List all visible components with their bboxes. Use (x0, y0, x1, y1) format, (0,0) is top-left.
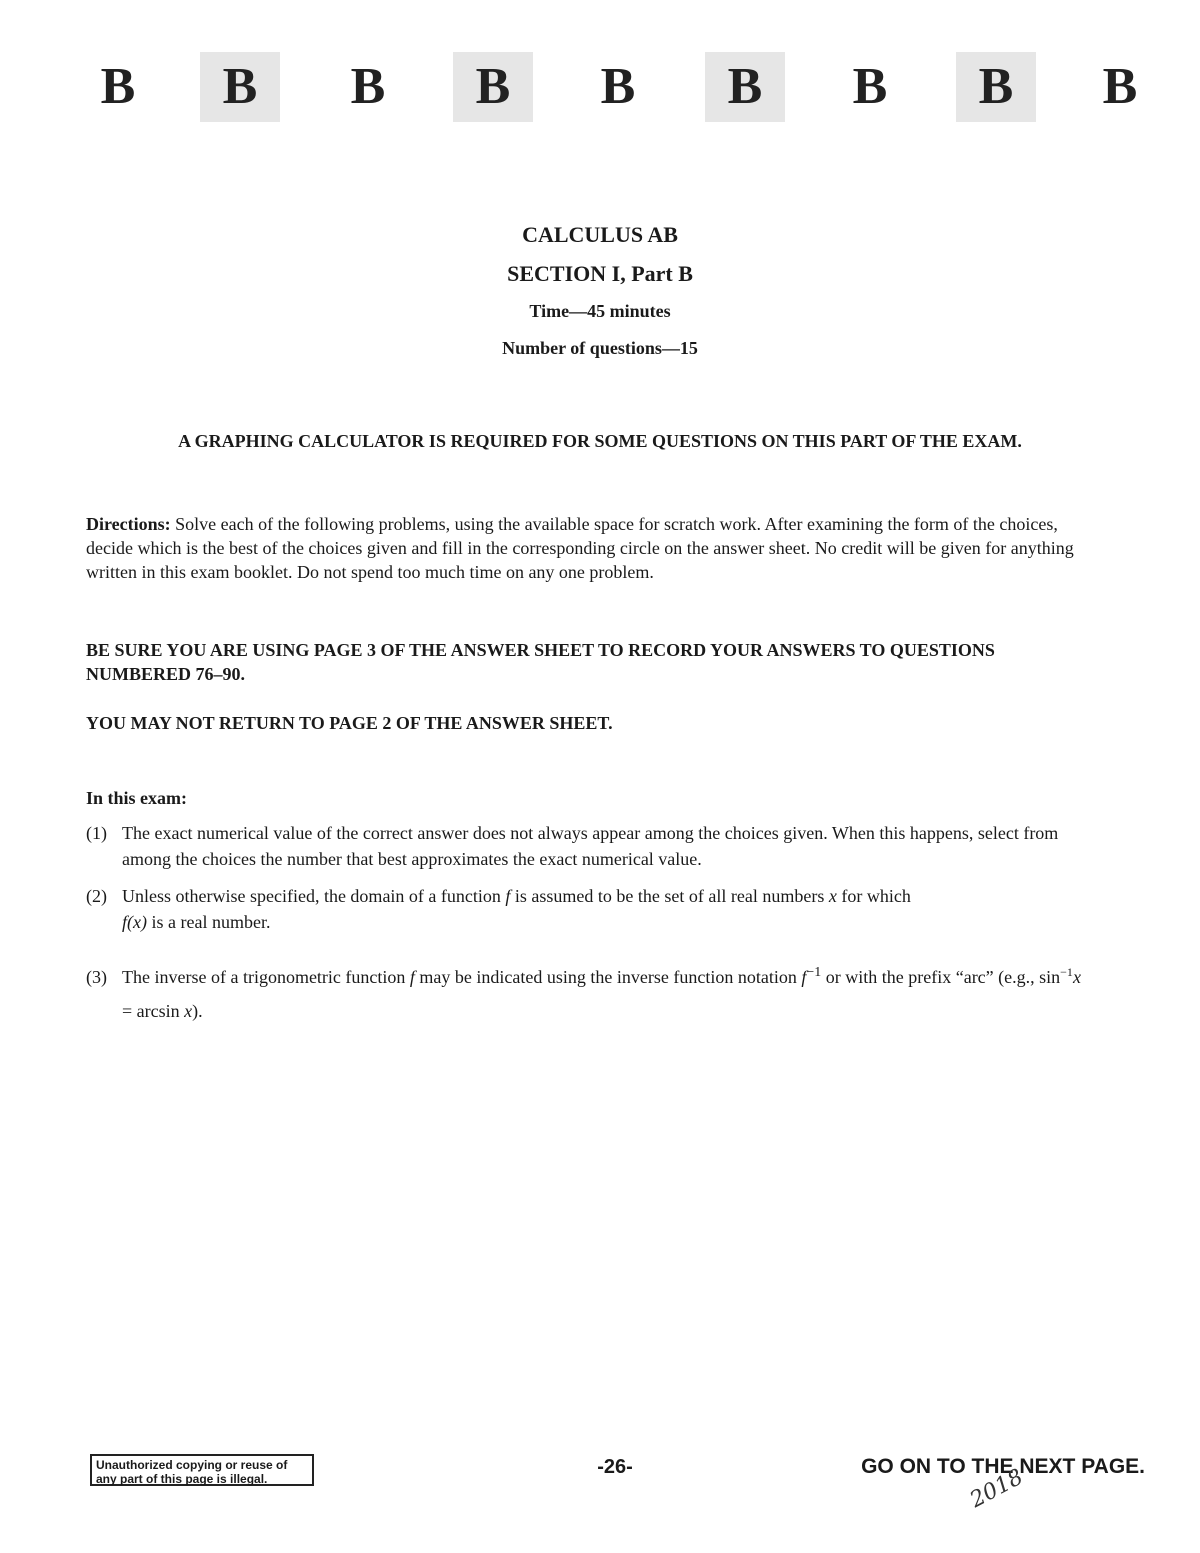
math-f: f (505, 886, 511, 906)
note-text: Unless otherwise specified, the domain of a function f is assumed to be the set of all real numbers x for which f(x) is a real number. (122, 886, 911, 932)
page-number: -26- (597, 1456, 633, 1478)
math-x: x (1072, 967, 1081, 987)
note-text: The inverse of a trigonometric function f may be indicated using the inverse function notation $f^{-1}$ or with the prefix “arc” (e.g., $\sin^{-1}x = \arcsin x$). (122, 965, 1081, 1021)
section-header (0, 220, 1200, 361)
banner-letter: B (705, 52, 785, 122)
copyright-line: Unauthorized copying or reuse of (96, 1458, 288, 1472)
copyright-notice (90, 1454, 314, 1486)
banner-letter: B (453, 52, 533, 122)
math-exponent: −1 (1060, 965, 1073, 979)
copyright-line: any part of this page is illegal. (96, 1472, 268, 1486)
answer-sheet-notice: BE SURE YOU ARE USING PAGE 3 OF THE ANSWER SHEET TO RECORD YOUR ANSWERS TO QUESTIONS NUMBERED 76–90. (86, 640, 995, 684)
banner-letter: B (852, 58, 888, 115)
directions-paragraph (86, 512, 1086, 584)
banner-letter: B (956, 52, 1036, 122)
exam-notes-heading: In this exam: (86, 788, 188, 808)
return-notice: YOU MAY NOT RETURN TO PAGE 2 OF THE ANSWER SHEET. (86, 713, 613, 733)
banner-letter: B (1102, 58, 1138, 115)
banner-letter: B (200, 52, 280, 122)
math-x: x (828, 886, 837, 906)
directions-lead: Directions: (86, 514, 171, 534)
question-count: Number of questions—15 (502, 338, 698, 358)
handwritten-note: 2018 (966, 1464, 1028, 1513)
go-on-notice: GO ON TO THE NEXT PAGE. (861, 1455, 1145, 1478)
math-f: f (409, 967, 415, 987)
section-title: SECTION I, Part B (507, 261, 693, 286)
exam-title: CALCULUS AB (522, 222, 678, 247)
note-text: The exact numerical value of the correct answer does not always appear among the choices given. When this happens, select from among the choices the number that best approximates the exact numerical value. (122, 823, 1059, 869)
banner-letter: B (100, 58, 136, 115)
banner-letter: B (350, 58, 386, 115)
calculator-notice: A GRAPHING CALCULATOR IS REQUIRED FOR SOME QUESTIONS ON THIS PART OF THE EXAM. (178, 431, 1022, 451)
math-fx: f(x) (122, 912, 147, 932)
note-number: (1) (86, 823, 107, 843)
note-number: (3) (86, 967, 107, 987)
math-x: x (184, 1001, 193, 1021)
directions-body: Solve each of the following problems, using the available space for scratch work. After examining the form of the choices, decide which is the best of the choices given and fill in the corresponding circle on the answer sheet. No credit will be given for anything written in this exam booklet. Do not spend too much time on any one problem. (86, 514, 1074, 582)
exam-note-1 (86, 820, 1086, 872)
math-exponent: −1 (806, 965, 822, 980)
exam-note-3 (86, 960, 1086, 1028)
note-number: (2) (86, 886, 107, 906)
banner-letter: B (600, 58, 636, 115)
math-f-inverse: f (801, 967, 807, 987)
letter-banner (80, 52, 1160, 124)
exam-note-2 (86, 883, 1086, 935)
time-limit: Time—45 minutes (529, 301, 671, 321)
